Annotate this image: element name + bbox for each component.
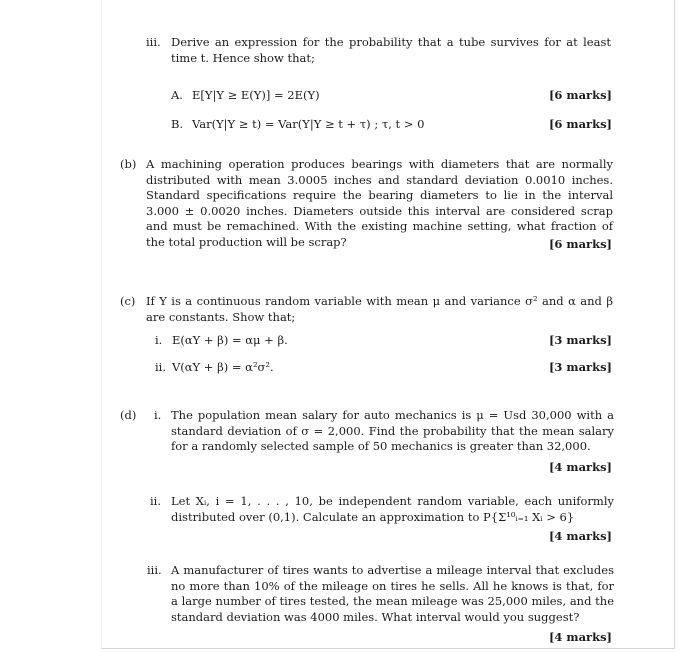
question-label: (c) <box>120 294 136 308</box>
subquestion-label: B. <box>171 117 184 131</box>
formula: E(αY + β) = αμ + β. <box>172 333 288 347</box>
subquestion-label: iii. <box>147 563 162 577</box>
question-text: A machining operation produces bearings with diameters that are normally distributed with mean 3.0005 inches and standard deviation 0.0010 inches. Standard specifications require the bearing diameters to lie in the interval 3.000 ± 0.0020 inches. Diameters outside this interval are considered scrap and must be remachined. With the existing machine setting, what fraction of the total production will be scrap? <box>146 157 613 249</box>
formula: V(αY + β) = α²σ². <box>172 360 274 374</box>
formula: E[Y|Y ≥ E(Y)] = 2E(Y) <box>192 88 320 102</box>
marks-label: [3 marks] <box>548 333 612 347</box>
marks-label: [4 marks] <box>548 529 612 543</box>
marks-label: [6 marks] <box>548 88 612 102</box>
subquestion-label: ii. <box>155 360 167 374</box>
subquestion-label: ii. <box>150 494 162 508</box>
marks-label: [6 marks] <box>548 117 612 131</box>
question-text: If Y is a continuous random variable with mean μ and variance σ² and α and β are constants. Show that; <box>146 294 613 324</box>
question-text: Derive an expression for the probability that a tube survives for at least time t. Hence show that; <box>171 35 611 65</box>
marks-label: [4 marks] <box>548 460 612 474</box>
subquestion-label: A. <box>171 88 183 102</box>
marks-label: [3 marks] <box>548 360 612 374</box>
subquestion-label: i. <box>155 333 163 347</box>
marks-label: [6 marks] <box>548 237 612 251</box>
question-text: Let Xᵢ, i = 1, . . . , 10, be independent random variable, each uniformly distributed over (0,1). Calculate an approximation to P{Σ¹⁰ᵢ₌₁ Xᵢ > 6} <box>171 494 614 524</box>
question-label: (b) <box>120 157 137 171</box>
question-label: (d) <box>120 408 137 422</box>
formula: Var(Y|Y ≥ t) = Var(Y|Y ≥ t + τ) ; τ, t > 0 <box>192 117 425 131</box>
subquestion-label: i. <box>154 408 162 422</box>
question-text: A manufacturer of tires wants to advertise a mileage interval that excludes no more than 10% of the mileage on tires he sells. All he knows is that, for a large number of tires tested, the mean mileage was 25,000 miles, and the standard deviation was 4000 miles. What interval would you suggest? <box>171 563 614 624</box>
question-text: The population mean salary for auto mechanics is μ = Usd 30,000 with a standard deviation of σ = 2,000. Find the probability that the mean salary for a randomly selected sample of 50 mechanics is greater than 32,000. <box>171 408 614 453</box>
question-label: iii. <box>146 35 161 49</box>
marks-label: [4 marks] <box>548 630 612 644</box>
